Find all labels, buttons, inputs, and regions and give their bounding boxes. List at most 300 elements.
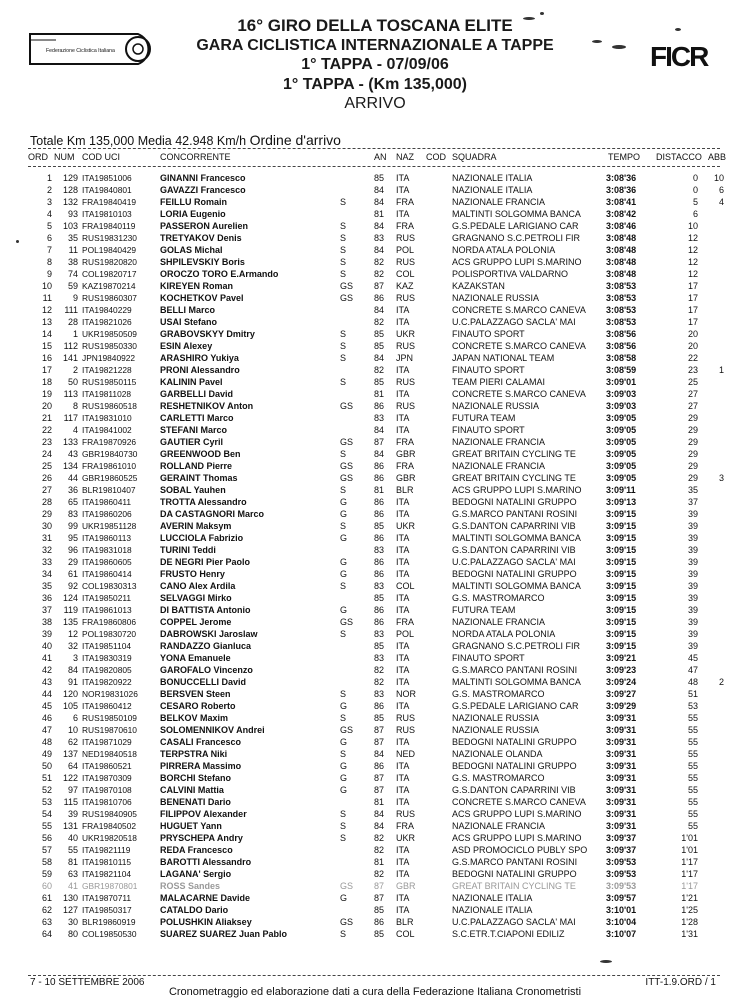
row-cod-uci: ITA19841002	[82, 425, 132, 435]
row-rider-name: CESARO Roberto	[160, 701, 236, 711]
row-num: 111	[64, 305, 78, 315]
row-cod-uci: ITA19821228	[82, 365, 132, 375]
row-team: MALTINTI SOLGOMMA BANCA	[452, 581, 581, 591]
row-year: 85	[374, 641, 385, 651]
row-year: 86	[374, 617, 385, 627]
row-category: GS	[340, 881, 354, 891]
row-num: 115	[63, 797, 78, 807]
row-team: CONCRETE S.MARCO CANEVA	[452, 389, 586, 399]
row-num: 132	[62, 197, 78, 207]
table-row	[0, 628, 750, 640]
table-row	[0, 172, 750, 184]
row-nationality: FRA	[396, 617, 414, 627]
row-num: 84	[67, 665, 78, 675]
row-ord: 18	[41, 377, 52, 387]
row-cod-uci: NED19840518	[82, 749, 137, 759]
row-time: 3:09'15	[606, 557, 637, 567]
col-cod-uci: COD UCI	[82, 152, 120, 162]
table-row	[0, 352, 750, 364]
row-rider-name: GAVAZZI Francesco	[160, 185, 246, 195]
row-nationality: RUS	[396, 725, 416, 735]
row-cod-uci: RUS19850115	[82, 377, 137, 387]
row-rider-name: CALVINI Mattia	[160, 785, 224, 795]
row-team: TEAM PIERI CALAMAI	[452, 377, 546, 387]
row-team: ACS GRUPPO LUPI S.MARINO	[452, 833, 582, 843]
row-year: 86	[374, 293, 385, 303]
row-team: BEDOGNI NATALINI GRUPPO	[452, 761, 577, 771]
row-cod-uci: ITA19860113	[82, 533, 132, 543]
row-rider-name: OROCZO TORO E.Armando	[160, 269, 279, 279]
row-team: NAZIONALE ITALIA	[452, 905, 533, 915]
table-row	[0, 364, 750, 376]
row-num: 103	[62, 221, 78, 231]
row-gap: 47	[687, 665, 698, 675]
row-time: 3:09'01	[606, 377, 637, 387]
row-ord: 53	[41, 797, 52, 807]
row-rider-name: BORCHI Stefano	[160, 773, 232, 783]
row-ord: 34	[41, 569, 52, 579]
row-team: GREAT BRITAIN CYCLING TE	[452, 473, 576, 483]
row-gap: 55	[687, 749, 698, 759]
row-time: 3:08'42	[606, 209, 637, 219]
row-rider-name: DABROWSKI Jaroslaw	[160, 629, 258, 639]
row-cod-uci: ITA19860412	[82, 701, 132, 711]
row-gap: 22	[687, 353, 698, 363]
table-row	[0, 724, 750, 736]
row-nationality: GBR	[396, 881, 416, 891]
row-category: GS	[340, 617, 354, 627]
row-cod-uci: FRA19861010	[82, 461, 137, 471]
row-time: 3:08'41	[606, 197, 637, 207]
row-time: 3:09'05	[606, 437, 637, 447]
row-team: S.C.ETR.T.CIAPONI EDILIZ	[452, 929, 565, 939]
row-cod-uci: BLR19860919	[82, 917, 136, 927]
row-time: 3:10'04	[606, 917, 637, 927]
row-gap: 29	[687, 449, 698, 459]
row-cod-uci: ITA19860521	[82, 761, 132, 771]
row-num: 64	[67, 761, 78, 771]
row-team: U.C.PALAZZAGO SACLA' MAI	[452, 557, 576, 567]
row-team: FUTURA TEAM	[452, 605, 516, 615]
row-gap: 17	[687, 281, 698, 291]
row-year: 86	[374, 569, 385, 579]
table-row	[0, 736, 750, 748]
row-gap: 35	[687, 485, 698, 495]
row-year: 86	[374, 497, 385, 507]
table-row	[0, 832, 750, 844]
row-num: 120	[62, 689, 78, 699]
row-cod-uci: GBR19870801	[82, 881, 138, 891]
row-cod-uci: ITA19811028	[82, 389, 132, 399]
row-cod-uci: FRA19840419	[82, 197, 137, 207]
row-team: POLISPORTIVA VALDARNO	[452, 269, 569, 279]
row-num: 2	[72, 365, 78, 375]
row-num: 29	[67, 557, 78, 567]
row-year: 85	[374, 905, 385, 915]
table-row	[0, 844, 750, 856]
row-team: GRAGNANO S.C.PETROLI FIR	[452, 233, 581, 243]
row-rider-name: BONUCCELLI David	[160, 677, 247, 687]
row-num: 74	[67, 269, 78, 279]
row-gap: 37	[687, 497, 698, 507]
row-cod-uci: ITA19850317	[82, 905, 132, 915]
row-team: FINAUTO SPORT	[452, 653, 525, 663]
row-gap: 39	[687, 605, 698, 615]
table-row	[0, 244, 750, 256]
row-time: 3:09'15	[606, 617, 637, 627]
row-rider-name: REDA Francesco	[160, 845, 233, 855]
row-team: MALTINTI SOLGOMMA BANCA	[452, 209, 581, 219]
row-nationality: FRA	[396, 437, 414, 447]
col-distacco: DISTACCO	[656, 152, 702, 162]
row-ord: 28	[41, 497, 52, 507]
table-row	[0, 472, 750, 484]
row-cod-uci: RUS19860518	[82, 401, 137, 411]
row-num: 135	[62, 617, 78, 627]
row-category: S	[340, 749, 347, 759]
row-cod-uci: ITA19851006	[82, 173, 132, 183]
col-squadra: SQUADRA	[452, 152, 497, 162]
row-gap: 29	[687, 413, 698, 423]
row-num: 55	[67, 845, 78, 855]
row-year: 86	[374, 917, 385, 927]
table-row	[0, 892, 750, 904]
table-row	[0, 184, 750, 196]
table-row	[0, 772, 750, 784]
table-row	[0, 532, 750, 544]
row-cod-uci: ITA19851104	[82, 641, 132, 651]
table-row	[0, 796, 750, 808]
row-time: 3:08'53	[606, 293, 637, 303]
row-cod-uci: RUS19850330	[82, 341, 137, 351]
row-year: 84	[374, 749, 385, 759]
row-category: S	[340, 821, 347, 831]
row-time: 3:09'31	[606, 809, 637, 819]
row-nationality: ITA	[396, 797, 410, 807]
table-row	[0, 760, 750, 772]
row-time: 3:09'31	[606, 749, 637, 759]
row-num: 59	[67, 281, 78, 291]
row-team: CONCRETE S.MARCO CANEVA	[452, 797, 586, 807]
row-cod-uci: GBR19840730	[82, 449, 138, 459]
row-cod-uci: ITA19840229	[82, 305, 132, 315]
row-num: 112	[63, 341, 78, 351]
row-year: 84	[374, 245, 385, 255]
row-num: 39	[67, 809, 78, 819]
row-category: S	[340, 449, 347, 459]
row-ord: 38	[41, 617, 52, 627]
row-rider-name: BELKOV Maxim	[160, 713, 229, 723]
row-num: 134	[62, 461, 78, 471]
row-year: 86	[374, 461, 385, 471]
row-team: GREAT BRITAIN CYCLING TE	[452, 449, 576, 459]
col-ord: ORD	[28, 152, 48, 162]
row-year: 81	[374, 389, 385, 399]
table-row	[0, 580, 750, 592]
row-time: 3:09'15	[606, 593, 637, 603]
table-row	[0, 556, 750, 568]
row-nationality: FRA	[396, 461, 414, 471]
row-gap: 29	[687, 461, 698, 471]
row-time: 3:09'05	[606, 473, 637, 483]
row-nationality: ITA	[396, 653, 410, 663]
table-row	[0, 508, 750, 520]
row-team: NAZIONALE FRANCIA	[452, 461, 546, 471]
row-ord: 51	[41, 773, 52, 783]
row-time: 3:09'05	[606, 413, 637, 423]
row-rider-name: TROTTA Alessandro	[160, 497, 247, 507]
row-year: 82	[374, 317, 385, 327]
row-year: 84	[374, 821, 385, 831]
row-num: 122	[62, 773, 78, 783]
row-num: 131	[62, 821, 78, 831]
row-cod-uci: ITA19860605	[82, 557, 132, 567]
row-time: 3:09'15	[606, 581, 637, 591]
row-category: S	[340, 329, 347, 339]
row-year: 82	[374, 677, 385, 687]
event-date-range: 7 - 10 SETTEMBRE 2006	[30, 977, 145, 988]
row-category: GS	[340, 293, 354, 303]
row-cod-uci: ITA19810103	[82, 209, 132, 219]
row-num: 10	[67, 725, 78, 735]
stage-date: 1° TAPPA - 07/09/06	[301, 56, 449, 73]
row-gap: 17	[687, 317, 698, 327]
row-nationality: UKR	[396, 329, 416, 339]
row-rider-name: KALININ Pavel	[160, 377, 223, 387]
row-time: 3:08'59	[606, 365, 637, 375]
row-gap: 1'21	[681, 893, 698, 903]
row-num: 97	[67, 785, 78, 795]
row-category: GS	[340, 473, 354, 483]
table-row	[0, 292, 750, 304]
table-row	[0, 592, 750, 604]
row-rider-name: LUCCIOLA Fabrizio	[160, 533, 244, 543]
row-nationality: ITA	[396, 701, 410, 711]
row-cod-uci: ITA19870711	[82, 893, 132, 903]
row-category: S	[340, 245, 347, 255]
row-gap: 20	[687, 329, 698, 339]
table-row	[0, 868, 750, 880]
row-rider-name: CASALI Francesco	[160, 737, 242, 747]
row-gap: 48	[687, 677, 698, 687]
row-rider-name: BELLI Marco	[160, 305, 216, 315]
row-rider-name: PASSERON Aurelien	[160, 221, 249, 231]
row-team: ACS GRUPPO LUPI S.MARINO	[452, 809, 582, 819]
row-year: 84	[374, 809, 385, 819]
row-year: 83	[374, 581, 385, 591]
table-row	[0, 880, 750, 892]
row-team: CONCRETE S.MARCO CANEVA	[452, 305, 586, 315]
row-num: 61	[67, 569, 78, 579]
row-team: NORDA ATALA POLONIA	[452, 245, 556, 255]
row-rider-name: KOCHETKOV Pavel	[160, 293, 244, 303]
row-time: 3:09'31	[606, 737, 637, 747]
row-rider-name: CANO Alex Ardila	[160, 581, 236, 591]
row-year: 84	[374, 197, 385, 207]
row-ord: 46	[41, 713, 52, 723]
row-year: 81	[374, 209, 385, 219]
row-cod-uci: UKR19850509	[82, 329, 137, 339]
row-year: 83	[374, 233, 385, 243]
row-rider-name: FILIPPOV Alexander	[160, 809, 247, 819]
row-category: S	[340, 233, 347, 243]
table-row	[0, 280, 750, 292]
row-ord: 27	[41, 485, 52, 495]
row-time: 3:09'31	[606, 797, 637, 807]
row-num: 130	[62, 893, 78, 903]
row-rider-name: MALACARNE Davide	[160, 893, 251, 903]
row-gap: 23	[687, 365, 698, 375]
row-gap: 55	[687, 761, 698, 771]
row-nationality: ITA	[396, 569, 410, 579]
row-team: FINAUTO SPORT	[452, 365, 525, 375]
row-ord: 19	[41, 389, 52, 399]
row-gap: 12	[687, 233, 698, 243]
row-category: G	[340, 533, 348, 543]
row-gap: 51	[687, 689, 698, 699]
row-year: 81	[374, 857, 385, 867]
row-team: FINAUTO SPORT	[452, 329, 525, 339]
row-rider-name: CATALDO Dario	[160, 905, 229, 915]
row-team: G.S.MARCO PANTANI ROSINI	[452, 509, 578, 519]
row-ord: 14	[41, 329, 52, 339]
ficr-logo-text: FICR	[650, 41, 708, 72]
row-ord: 49	[41, 749, 52, 759]
row-nationality: BLR	[396, 917, 414, 927]
row-rider-name: GINANNI Francesco	[160, 173, 246, 183]
row-rider-name: LORIA Eugenio	[160, 209, 226, 219]
row-cod-uci: ITA19831010	[82, 413, 132, 423]
row-gap: 12	[687, 269, 698, 279]
row-cod-uci: ITA19840801	[82, 185, 132, 195]
row-gap: 1'17	[681, 881, 698, 891]
row-rider-name: PRYSCHEPA Andry	[160, 833, 243, 843]
row-team: NAZIONALE OLANDA	[452, 749, 543, 759]
row-time: 3:09'15	[606, 545, 637, 555]
row-time: 3:09'27	[606, 689, 637, 699]
row-ord: 16	[41, 353, 52, 363]
row-gap: 45	[687, 653, 698, 663]
row-team: CONCRETE S.MARCO CANEVA	[452, 341, 586, 351]
row-year: 86	[374, 533, 385, 543]
row-time: 3:09'15	[606, 533, 637, 543]
row-time: 3:09'03	[606, 401, 637, 411]
row-ord: 30	[41, 521, 52, 531]
row-num: 6	[72, 713, 78, 723]
row-time: 3:09'24	[606, 677, 637, 687]
row-time: 3:09'37	[606, 833, 637, 843]
row-ord: 10	[41, 281, 52, 291]
row-team: FINAUTO SPORT	[452, 425, 525, 435]
row-bonus: 2	[718, 677, 724, 687]
row-gap: 25	[687, 377, 698, 387]
row-team: U.C.PALAZZAGO SACLA' MAI	[452, 317, 576, 327]
row-gap: 1'25	[681, 905, 698, 915]
table-row	[0, 424, 750, 436]
table-row	[0, 496, 750, 508]
row-time: 3:08'48	[606, 257, 637, 267]
row-year: 84	[374, 353, 385, 363]
row-rider-name: SOLOMENNIKOV Andrei	[160, 725, 265, 735]
row-ord: 33	[41, 557, 52, 567]
row-category: S	[340, 269, 347, 279]
row-team: NAZIONALE ITALIA	[452, 893, 533, 903]
row-ord: 3	[46, 197, 52, 207]
row-gap: 6	[692, 209, 698, 219]
row-ord: 29	[41, 509, 52, 519]
row-num: 99	[67, 521, 78, 531]
row-year: 82	[374, 665, 385, 675]
table-row	[0, 784, 750, 796]
row-bonus: 1	[718, 365, 724, 375]
table-row	[0, 856, 750, 868]
row-time: 3:08'48	[606, 233, 637, 243]
row-time: 3:10'07	[606, 929, 637, 939]
table-row	[0, 676, 750, 688]
row-time: 3:09'15	[606, 605, 637, 615]
row-time: 3:09'15	[606, 521, 637, 531]
row-year: 83	[374, 629, 385, 639]
row-num: 117	[63, 413, 78, 423]
race-subtitle: GARA CICLISTICA INTERNAZIONALE A TAPPE	[196, 36, 554, 54]
row-nationality: NOR	[396, 689, 416, 699]
row-cod-uci: ITA19821104	[82, 869, 132, 879]
row-team: GRAGNANO S.C.PETROLI FIR	[452, 641, 581, 651]
row-year: 81	[374, 797, 385, 807]
row-nationality: ITA	[396, 665, 410, 675]
table-row	[0, 328, 750, 340]
row-gap: 55	[687, 797, 698, 807]
row-year: 86	[374, 605, 385, 615]
row-year: 82	[374, 845, 385, 855]
row-rider-name: ESIN Alexey	[160, 341, 213, 351]
row-time: 3:08'48	[606, 269, 637, 279]
row-category: S	[340, 713, 347, 723]
row-num: 129	[62, 173, 78, 183]
row-num: 11	[68, 245, 78, 255]
row-ord: 57	[41, 845, 52, 855]
row-cod-uci: FRA19840119	[82, 221, 136, 231]
row-year: 84	[374, 305, 385, 315]
row-num: 50	[67, 377, 78, 387]
row-category: S	[340, 689, 347, 699]
row-team: NAZIONALE RUSSIA	[452, 713, 540, 723]
row-team: U.C.PALAZZAGO SACLA' MAI	[452, 917, 576, 927]
row-ord: 63	[41, 917, 52, 927]
row-nationality: BLR	[396, 485, 414, 495]
table-row	[0, 568, 750, 580]
row-year: 87	[374, 437, 385, 447]
row-year: 87	[374, 725, 385, 735]
row-ord: 64	[41, 929, 52, 939]
row-time: 3:09'15	[606, 509, 637, 519]
row-team: NAZIONALE RUSSIA	[452, 401, 540, 411]
row-nationality: ITA	[396, 773, 410, 783]
row-gap: 1'28	[681, 917, 698, 927]
row-time: 3:09'11	[606, 485, 636, 495]
row-nationality: ITA	[396, 185, 410, 195]
row-ord: 40	[41, 641, 52, 651]
stage-arrival-label: ARRIVO	[344, 95, 406, 112]
row-time: 3:09'31	[606, 713, 637, 723]
row-nationality: ITA	[396, 317, 410, 327]
row-gap: 1'01	[681, 833, 698, 843]
row-rider-name: GAUTIER Cyril	[160, 437, 224, 447]
row-time: 3:09'53	[606, 881, 637, 891]
table-row	[0, 460, 750, 472]
row-year: 82	[374, 365, 385, 375]
row-cod-uci: ITA19860411	[82, 497, 132, 507]
